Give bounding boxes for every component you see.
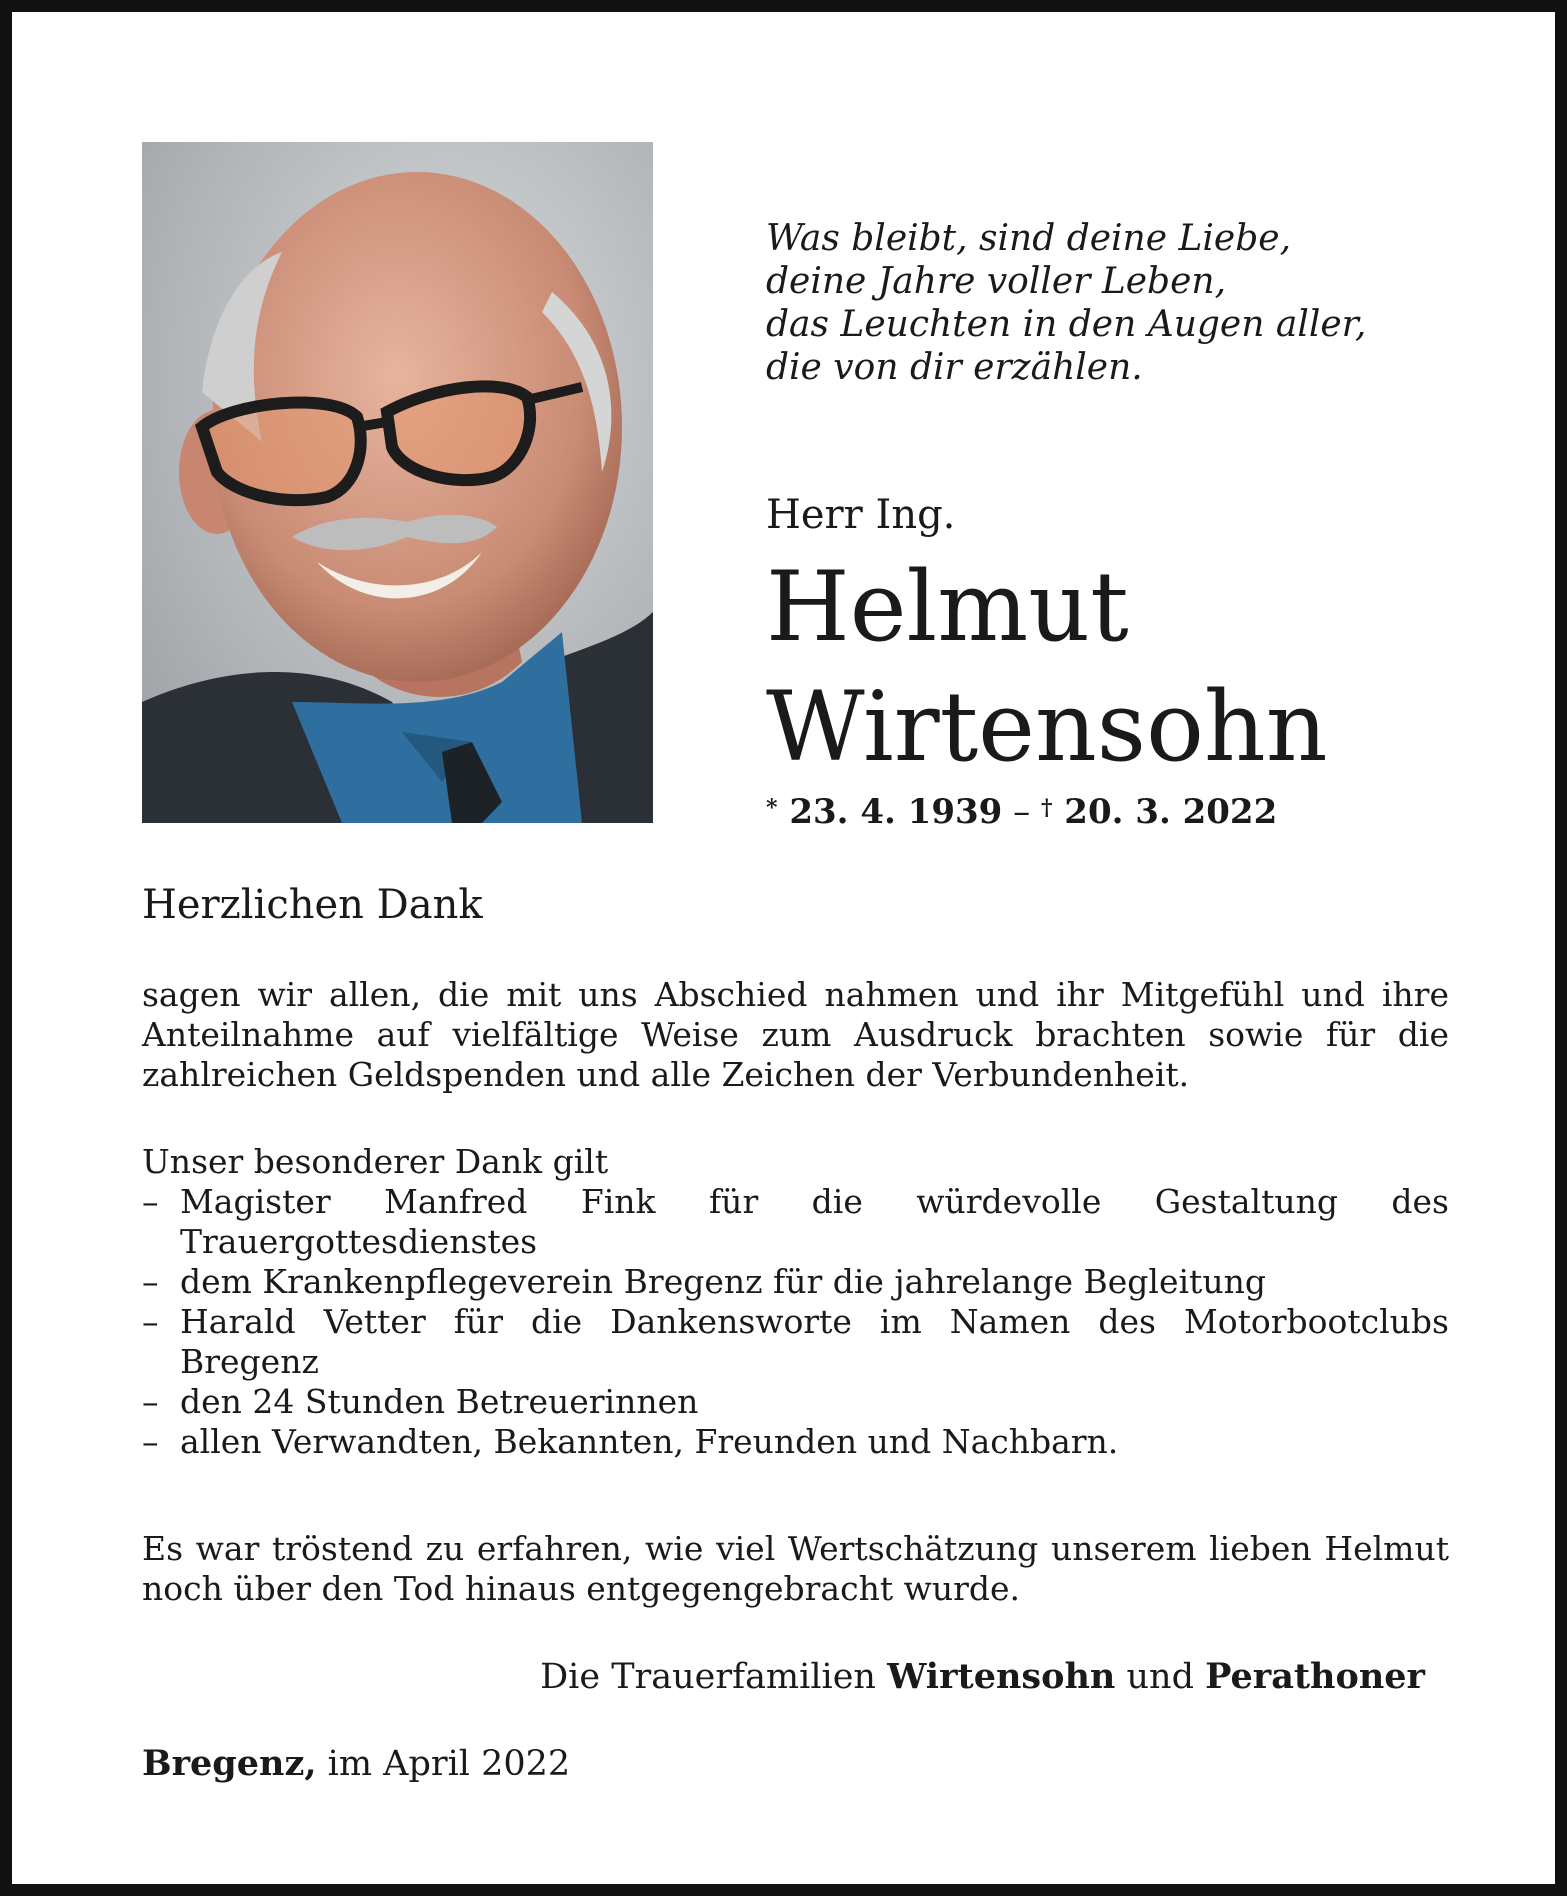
dash-bullet: – [142, 1422, 159, 1461]
date-separator: – [1002, 792, 1041, 832]
special-thanks-list [142, 1182, 1449, 1462]
death-date: 20. 3. 2022 [1064, 792, 1278, 832]
poem-line: die von dir erzählen. [766, 347, 1143, 388]
list-item-text: allen Verwandten, Bekannten, Freunden und Nachbarn. [180, 1422, 1119, 1461]
dash-bullet: – [142, 1262, 159, 1301]
list-item-text: den 24 Stunden Betreuerinnen [180, 1382, 699, 1421]
list-item-text: Magister Manfred Fink für die würdevolle Gestaltung des Trauergottesdienstes [180, 1182, 1449, 1261]
memorial-poem [766, 217, 1466, 389]
dash-bullet: – [142, 1302, 159, 1341]
list-item-text: dem Krankenpflegeverein Bregenz für die jahrelange Begleitung [180, 1262, 1266, 1301]
dash-bullet: – [142, 1182, 159, 1221]
birth-symbol: * [766, 795, 778, 821]
portrait-illustration [142, 142, 653, 823]
poem-line: das Leuchten in den Augen aller, [766, 304, 1367, 345]
special-thanks-intro: Unser besonderer Dank gilt [142, 1142, 609, 1181]
list-item [142, 1262, 1449, 1302]
list-item [142, 1182, 1449, 1262]
thanks-heading: Herzlichen Dank [142, 882, 483, 928]
poem-line: Was bleibt, sind deine Liebe, [766, 218, 1292, 259]
thanks-paragraph: sagen wir allen, die mit uns Abschied nahmen und ihr Mitgefühl und ihre Anteilnahme auf vielfältige Weise zum Ausdruck brachten sowie für die zahlreichen Geldspenden und alle Zeichen der Verbundenheit. [142, 975, 1449, 1094]
list-item [142, 1422, 1449, 1462]
place-city: Bregenz, [142, 1743, 317, 1784]
closing-paragraph: Es war tröstend zu erfahren, wie viel Wertschätzung unserem lieben Helmut noch über den Tod hinaus entgegengebracht wurde. [142, 1529, 1449, 1608]
deceased-last-name: Wirtensohn [766, 671, 1328, 783]
family-name-1: Wirtensohn [887, 1656, 1116, 1697]
deceased-first-name: Helmut [766, 551, 1129, 663]
list-item [142, 1302, 1449, 1382]
portrait-photo [142, 142, 653, 823]
poem-line: deine Jahre voller Leben, [766, 261, 1227, 302]
life-dates [766, 792, 1277, 832]
family-name-2: Perathoner [1205, 1656, 1425, 1697]
special-thanks-block [142, 1142, 1449, 1462]
signature [540, 1656, 1425, 1698]
honorific: Herr Ing. [766, 492, 956, 538]
place-and-date [142, 1743, 570, 1785]
death-symbol: † [1040, 795, 1053, 821]
place-date: im April 2022 [316, 1744, 571, 1784]
signature-joiner: und [1115, 1657, 1206, 1697]
birth-date: 23. 4. 1939 [789, 792, 1003, 832]
list-item [142, 1382, 1449, 1422]
dash-bullet: – [142, 1382, 159, 1421]
list-item-text: Harald Vetter für die Dankensworte im Namen des Motorbootclubs Bregenz [180, 1302, 1449, 1381]
signature-prefix: Die Trauerfamilien [540, 1657, 888, 1697]
